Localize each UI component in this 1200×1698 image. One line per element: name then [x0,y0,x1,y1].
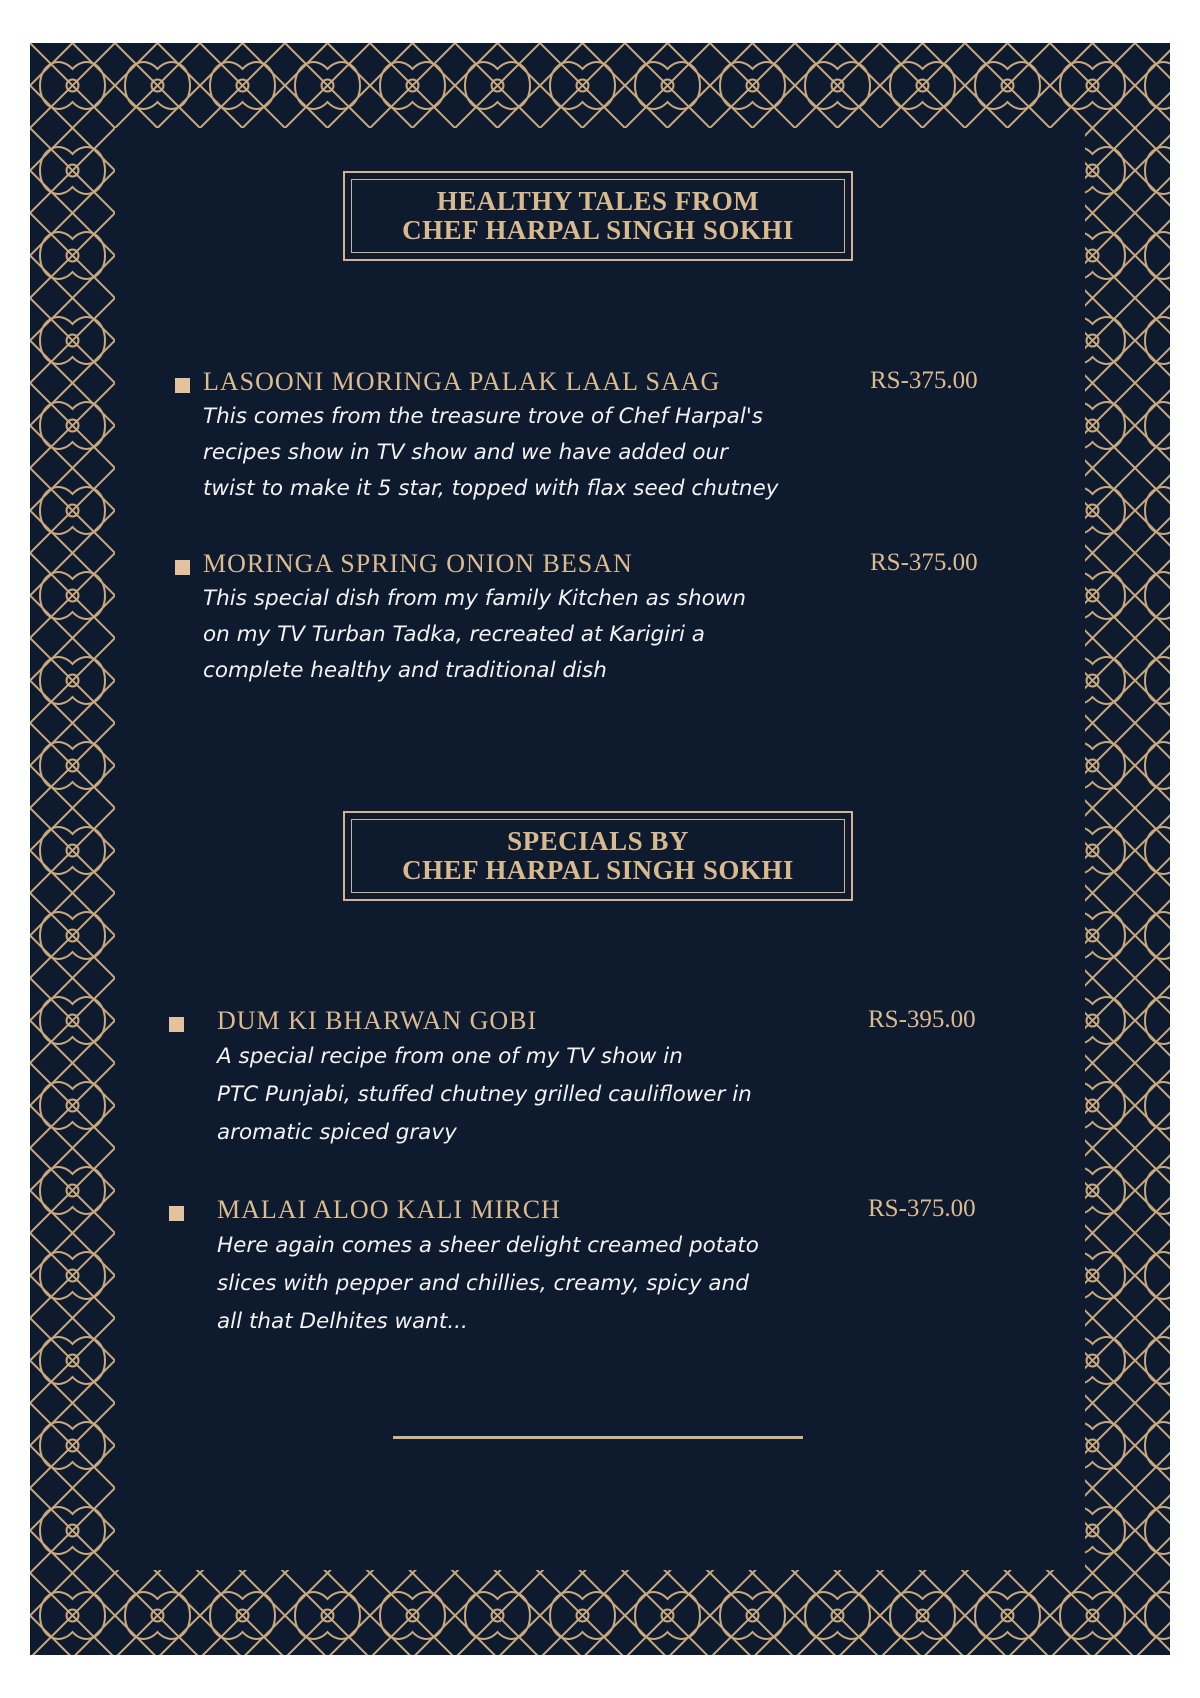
dish-description-line: slices with pepper and chillies, creamy, spicy and [217,1271,749,1296]
section-title-box-healthy-tales [343,171,853,261]
dish-description-line: This special dish from my family Kitchen as shown [203,586,746,611]
dish-description-line: A special recipe from one of my TV show in [217,1044,683,1069]
footer-divider [393,1436,803,1439]
bullet-icon [169,1017,184,1032]
dish-description-line: aromatic spiced gravy [217,1120,457,1145]
dish-description-line: all that Delhites want... [217,1309,468,1334]
section-title-line: CHEF HARPAL SINGH SOKHI [402,215,794,245]
bullet-icon [175,560,190,575]
dish-description-line: complete healthy and traditional dish [203,658,607,683]
section-title-box-specials [343,811,853,901]
dish-name: LASOONI MORINGA PALAK LAAL SAAG [203,367,721,396]
dish-price: RS-375.00 [870,549,978,576]
bullet-icon [169,1206,184,1221]
dish-price: RS-375.00 [870,367,978,394]
dish-description-line: recipes show in TV show and we have added our [203,440,728,465]
section-title-line: CHEF HARPAL SINGH SOKHI [402,855,794,885]
dish-description-line: This comes from the treasure trove of Chef Harpal's [203,404,763,429]
section-title-line: SPECIALS BY [507,826,689,856]
menu-content-area [115,128,1085,1570]
dish-price: RS-395.00 [868,1006,976,1033]
dish-name: MORINGA SPRING ONION BESAN [203,549,633,578]
menu-page [30,43,1170,1655]
dish-description-line: on my TV Turban Tadka, recreated at Karigiri a [203,622,705,647]
dish-name: MALAI ALOO KALI MIRCH [217,1195,561,1224]
dish-description-line: PTC Punjabi, stuffed chutney grilled cauliflower in [217,1082,752,1107]
dish-description-line: Here again comes a sheer delight creamed potato [217,1233,759,1258]
dish-description-line: twist to make it 5 star, topped with flax seed chutney [203,476,779,501]
bullet-icon [175,378,190,393]
dish-name: DUM KI BHARWAN GOBI [217,1006,538,1035]
dish-price: RS-375.00 [868,1195,976,1222]
section-title-line: HEALTHY TALES FROM [436,186,760,216]
